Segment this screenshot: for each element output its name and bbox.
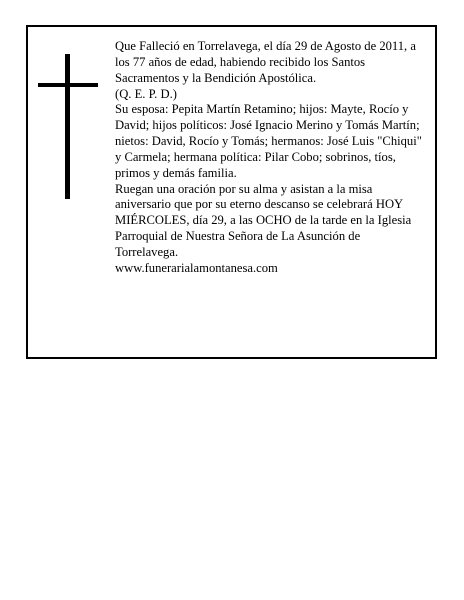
cross-vertical-bar (65, 54, 70, 199)
mass-invitation: Ruegan una oración por su alma y asistan a la misa aniversario que por su eterno descanso se celebrará HOY MIÉRCOLES, día 29, a las OCHO de la tarde en la Iglesia Parroquial de Nuestra Señora de La Asunción de Torrelavega. (115, 181, 412, 259)
funeral-home-website: www.funerarialamontanesa.com (115, 260, 278, 275)
rip-abbreviation: (Q. E. P. D.) (115, 86, 177, 101)
death-announcement: Que Falleció en Torrelavega, el día 29 de Agosto de 2011, a los 77 años de edad, habiendo recibido los Santos Sacramentos y la Bendición Apostólica. (115, 39, 416, 85)
cross-horizontal-bar (38, 83, 98, 87)
obituary-notice (26, 25, 437, 359)
obituary-text (115, 39, 425, 277)
cross-icon (38, 54, 98, 199)
family-list: Su esposa: Pepita Martín Retamino; hijos: Mayte, Rocío y David; hijos políticos: José Ignacio Merino y Tomás Martín; nietos: David, Rocío y Tomás; hermanos: José Luis "Chiqui" y Carmela; hermana política: Pilar Cobo; sobrinos, tíos, primos y demás familia. (115, 102, 422, 180)
